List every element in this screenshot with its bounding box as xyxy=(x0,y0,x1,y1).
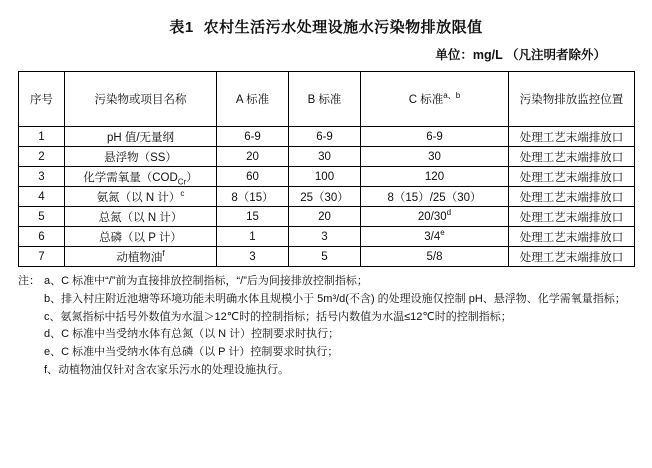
cell-a: 6-9 xyxy=(217,127,289,147)
header-cell-no: 序号 xyxy=(19,72,65,127)
cell-name: 总磷（以 P 计） xyxy=(65,227,217,247)
cell-location: 处理工艺末端排放口 xyxy=(509,247,635,267)
cell-a: 1 xyxy=(217,227,289,247)
table-row xyxy=(19,147,635,167)
note-text xyxy=(44,362,634,380)
cell-b: 30 xyxy=(289,147,361,167)
cell-no: 1 xyxy=(19,127,65,147)
unit-note: 单位：mg/L （凡注明者除外） xyxy=(435,48,606,62)
cell-name-tail: ） xyxy=(186,171,198,184)
cell-name-text: 动植物油 xyxy=(116,251,163,264)
cell-name: 总氮（以 N 计） xyxy=(65,207,217,227)
cell-c: 6-9 xyxy=(361,127,509,147)
cell-a: 15 xyxy=(217,207,289,227)
cell-name-text: 化学需氧量（COD xyxy=(83,171,178,184)
cell-c-superscript: d xyxy=(446,207,452,217)
table-row xyxy=(19,247,635,267)
note-text xyxy=(44,326,634,344)
header-cell-a: A 标准 xyxy=(217,72,289,127)
header-cell-name: 污染物或项目名称 xyxy=(65,72,217,127)
note-text xyxy=(44,291,634,309)
header-cell-c-superscript: a、b xyxy=(443,91,461,101)
table-header xyxy=(19,72,635,127)
note-text xyxy=(44,344,634,362)
title-text: 农村生活污水处理设施水污染物排放限值 xyxy=(203,19,483,36)
cell-c: 30 xyxy=(361,147,509,167)
cell-location: 处理工艺末端排放口 xyxy=(509,127,635,147)
cell-c-text: 20/30 xyxy=(417,210,447,223)
table-header-row xyxy=(19,72,635,127)
cell-name-superscript: c xyxy=(180,188,185,198)
note-body: 动植物油仅针对含农家乐污水的处理设施执行。 xyxy=(58,364,290,377)
cell-no: 3 xyxy=(19,167,65,187)
header-cell-c-text: C 标准 xyxy=(408,94,444,106)
cell-location: 处理工艺末端排放口 xyxy=(509,147,635,167)
note-marker: d、 xyxy=(44,328,62,341)
note-body: C 标准中当受纳水体有总氮（以 N 计）控制要求时执行； xyxy=(61,328,340,341)
note-item xyxy=(18,291,634,309)
table-row xyxy=(19,127,635,147)
note-body: 氨氮指标中括号外数值为水温＞12℃时的控制指标；括号内数值为水温≤12℃时的控制指标； xyxy=(60,310,512,323)
cell-b: 20 xyxy=(289,207,361,227)
note-marker: f、 xyxy=(44,364,59,377)
header-cell-location: 污染物排放监控位置 xyxy=(509,72,635,127)
cell-location: 处理工艺末端排放口 xyxy=(509,167,635,187)
cell-no: 4 xyxy=(19,187,65,207)
cell-a: 20 xyxy=(217,147,289,167)
cell-name xyxy=(65,187,217,207)
note-marker: c、 xyxy=(44,310,61,323)
cell-no: 2 xyxy=(19,147,65,167)
cell-c: 8（15）/25（30） xyxy=(361,187,509,207)
table-row xyxy=(19,207,635,227)
note-item xyxy=(18,273,634,291)
table-body xyxy=(19,127,635,267)
note-label: 注： xyxy=(18,275,40,287)
table-notes xyxy=(18,273,634,380)
cell-c: 5/8 xyxy=(361,247,509,267)
cell-b: 100 xyxy=(289,167,361,187)
cell-name-superscript: f xyxy=(162,248,165,258)
cell-a: 8（15） xyxy=(217,187,289,207)
cell-no: 7 xyxy=(19,247,65,267)
note-item xyxy=(18,344,634,362)
note-marker: b、 xyxy=(44,292,62,305)
cell-b: 3 xyxy=(289,227,361,247)
cell-c xyxy=(361,207,509,227)
cell-c-superscript: e xyxy=(440,227,445,237)
cell-b: 25（30） xyxy=(289,187,361,207)
title-number: 表1 xyxy=(169,19,194,36)
cell-c: 120 xyxy=(361,167,509,187)
note-text xyxy=(44,309,634,327)
note-body: C 标准中当受纳水体有总磷（以 P 计）控制要求时执行； xyxy=(61,346,339,359)
cell-no: 5 xyxy=(19,207,65,227)
cell-c xyxy=(361,227,509,247)
cell-name-text: 氨氮（以 N 计） xyxy=(96,191,181,204)
cell-name-subscript: Cr xyxy=(177,176,187,186)
note-item xyxy=(18,326,634,344)
header-cell-b: B 标准 xyxy=(289,72,361,127)
cell-a: 3 xyxy=(217,247,289,267)
cell-no: 6 xyxy=(19,227,65,247)
pollutant-limits-table xyxy=(18,71,635,267)
table-row xyxy=(19,167,635,187)
page-title xyxy=(18,16,634,37)
cell-location: 处理工艺末端排放口 xyxy=(509,227,635,247)
note-item xyxy=(18,362,634,380)
table-row xyxy=(19,227,635,247)
table-row xyxy=(19,187,635,207)
cell-name xyxy=(65,247,217,267)
note-marker: a、 xyxy=(44,275,62,287)
cell-a: 60 xyxy=(217,167,289,187)
cell-location: 处理工艺末端排放口 xyxy=(509,207,635,227)
cell-b: 5 xyxy=(289,247,361,267)
note-marker: e、 xyxy=(44,346,62,359)
note-text xyxy=(44,273,634,291)
cell-c-text: 3/4 xyxy=(424,230,441,243)
note-body: 排入村庄附近池塘等环境功能未明确水体且规模小于 5m³/d(不含) 的处理设施仅控制 pH、悬浮物、化学需氧量指标； xyxy=(61,292,626,305)
header-cell-c xyxy=(361,72,509,127)
cell-name: 悬浮物（SS） xyxy=(65,147,217,167)
cell-name: pH 值/无量纲 xyxy=(65,127,217,147)
note-body: C 标准中“/”前为直接排放控制指标，“/”后为间接排放控制指标； xyxy=(61,275,368,287)
cell-location: 处理工艺末端排放口 xyxy=(509,187,635,207)
note-item xyxy=(18,309,634,327)
cell-b: 6-9 xyxy=(289,127,361,147)
cell-name xyxy=(65,167,217,187)
